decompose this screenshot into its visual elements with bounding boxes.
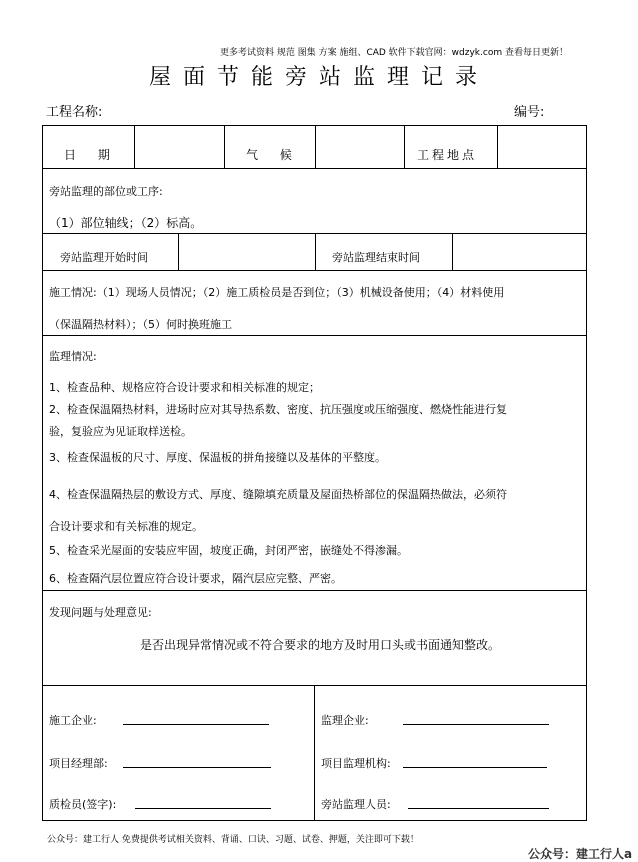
table-border-right: [586, 125, 587, 821]
start-time-label: 旁站监理开始时间: [60, 251, 148, 264]
signature-line[interactable]: [123, 767, 271, 768]
construction-company-label: 施工企业:: [49, 714, 97, 727]
part-content: （1）部位轴线；（2）标高。: [49, 216, 203, 230]
issues-label: 发现问题与处理意见:: [49, 606, 152, 619]
table-border-left: [42, 125, 43, 821]
supervision-label: 监理情况:: [49, 350, 97, 363]
quality-inspector-label: 质检员(签字):: [49, 798, 117, 811]
col-divider: [134, 125, 135, 169]
supervision-item: 验，复验应为见证取样送检。: [49, 425, 192, 438]
supervision-item: 1、检查品种、规格应符合设计要求和相关标准的规定；: [49, 381, 320, 394]
supervision-item: 3、检查保温板的尺寸、厚度、保温板的拼角接缝以及基体的平整度。: [49, 451, 386, 464]
col-divider: [178, 233, 179, 271]
col-divider: [314, 685, 315, 821]
signature-line[interactable]: [135, 808, 271, 809]
issues-content: 是否出现异常情况或不符合要求的地方及时用口头或书面通知整改。: [140, 638, 501, 652]
weather-label: 气 候: [246, 148, 301, 162]
row-divider: [42, 590, 587, 591]
end-time-label: 旁站监理结束时间: [332, 251, 420, 264]
project-name-label: 工程名称:: [46, 105, 103, 120]
number-label: 编号:: [514, 105, 545, 120]
watermark-brand: 公众号：建工行人a: [528, 847, 633, 861]
top-note: 更多考试资料 规范 图集 方案 施组、CAD 软件下载官网：wdzyk.com 查看每日更新！: [220, 48, 568, 58]
footer-note: 公众号：建工行人 免费提供考试相关资料、背诵、口诀、习题、试卷、押题，关注即可下载！: [47, 835, 419, 845]
supervision-item: 4、检查保温隔热层的敷设方式、厚度、缝隙填充质量及屋面热桥部位的保温隔热做法，必须符: [49, 488, 507, 501]
row-divider: [42, 335, 587, 336]
col-divider: [404, 125, 405, 169]
supervision-item: 6、检查隔汽层位置应符合设计要求，隔汽层应完整、严密。: [49, 572, 342, 585]
supervision-item: 合设计要求和有关标准的规定。: [49, 520, 203, 533]
supervision-company-label: 监理企业:: [321, 714, 369, 727]
col-divider: [315, 233, 316, 271]
supervision-agency-label: 项目监理机构:: [321, 757, 391, 770]
col-divider: [315, 125, 316, 169]
construction-line-2: （保温隔热材料）；（5）何时换班施工: [49, 318, 232, 331]
signature-line[interactable]: [408, 808, 549, 809]
project-manager-dept-label: 项目经理部:: [49, 757, 108, 770]
supervision-item: 2、检查保温隔热材料，进场时应对其导热系数、密度、抗压强度或压缩强度、燃烧性能进行复: [49, 403, 507, 416]
signature-line[interactable]: [403, 724, 549, 725]
onsite-supervisor-label: 旁站监理人员:: [321, 798, 391, 811]
supervision-item: 5、检查采光屋面的安装应牢固，坡度正确，封闭严密，嵌缝处不得渗漏。: [49, 544, 408, 557]
col-divider: [452, 233, 453, 271]
signature-line[interactable]: [403, 767, 547, 768]
col-divider: [497, 125, 498, 169]
construction-line-1: 施工情况:（1）现场人员情况；（2）施工质检员是否到位；（3）机械设备使用；（4）材料使用: [49, 286, 505, 299]
location-label: 工程地点: [417, 148, 478, 162]
signature-line[interactable]: [123, 724, 269, 725]
page-title: 屋面节能旁站监理记录: [148, 65, 489, 90]
date-label: 日 期: [64, 148, 119, 162]
col-divider: [224, 125, 225, 169]
part-label: 旁站监理的部位或工序:: [49, 185, 163, 198]
